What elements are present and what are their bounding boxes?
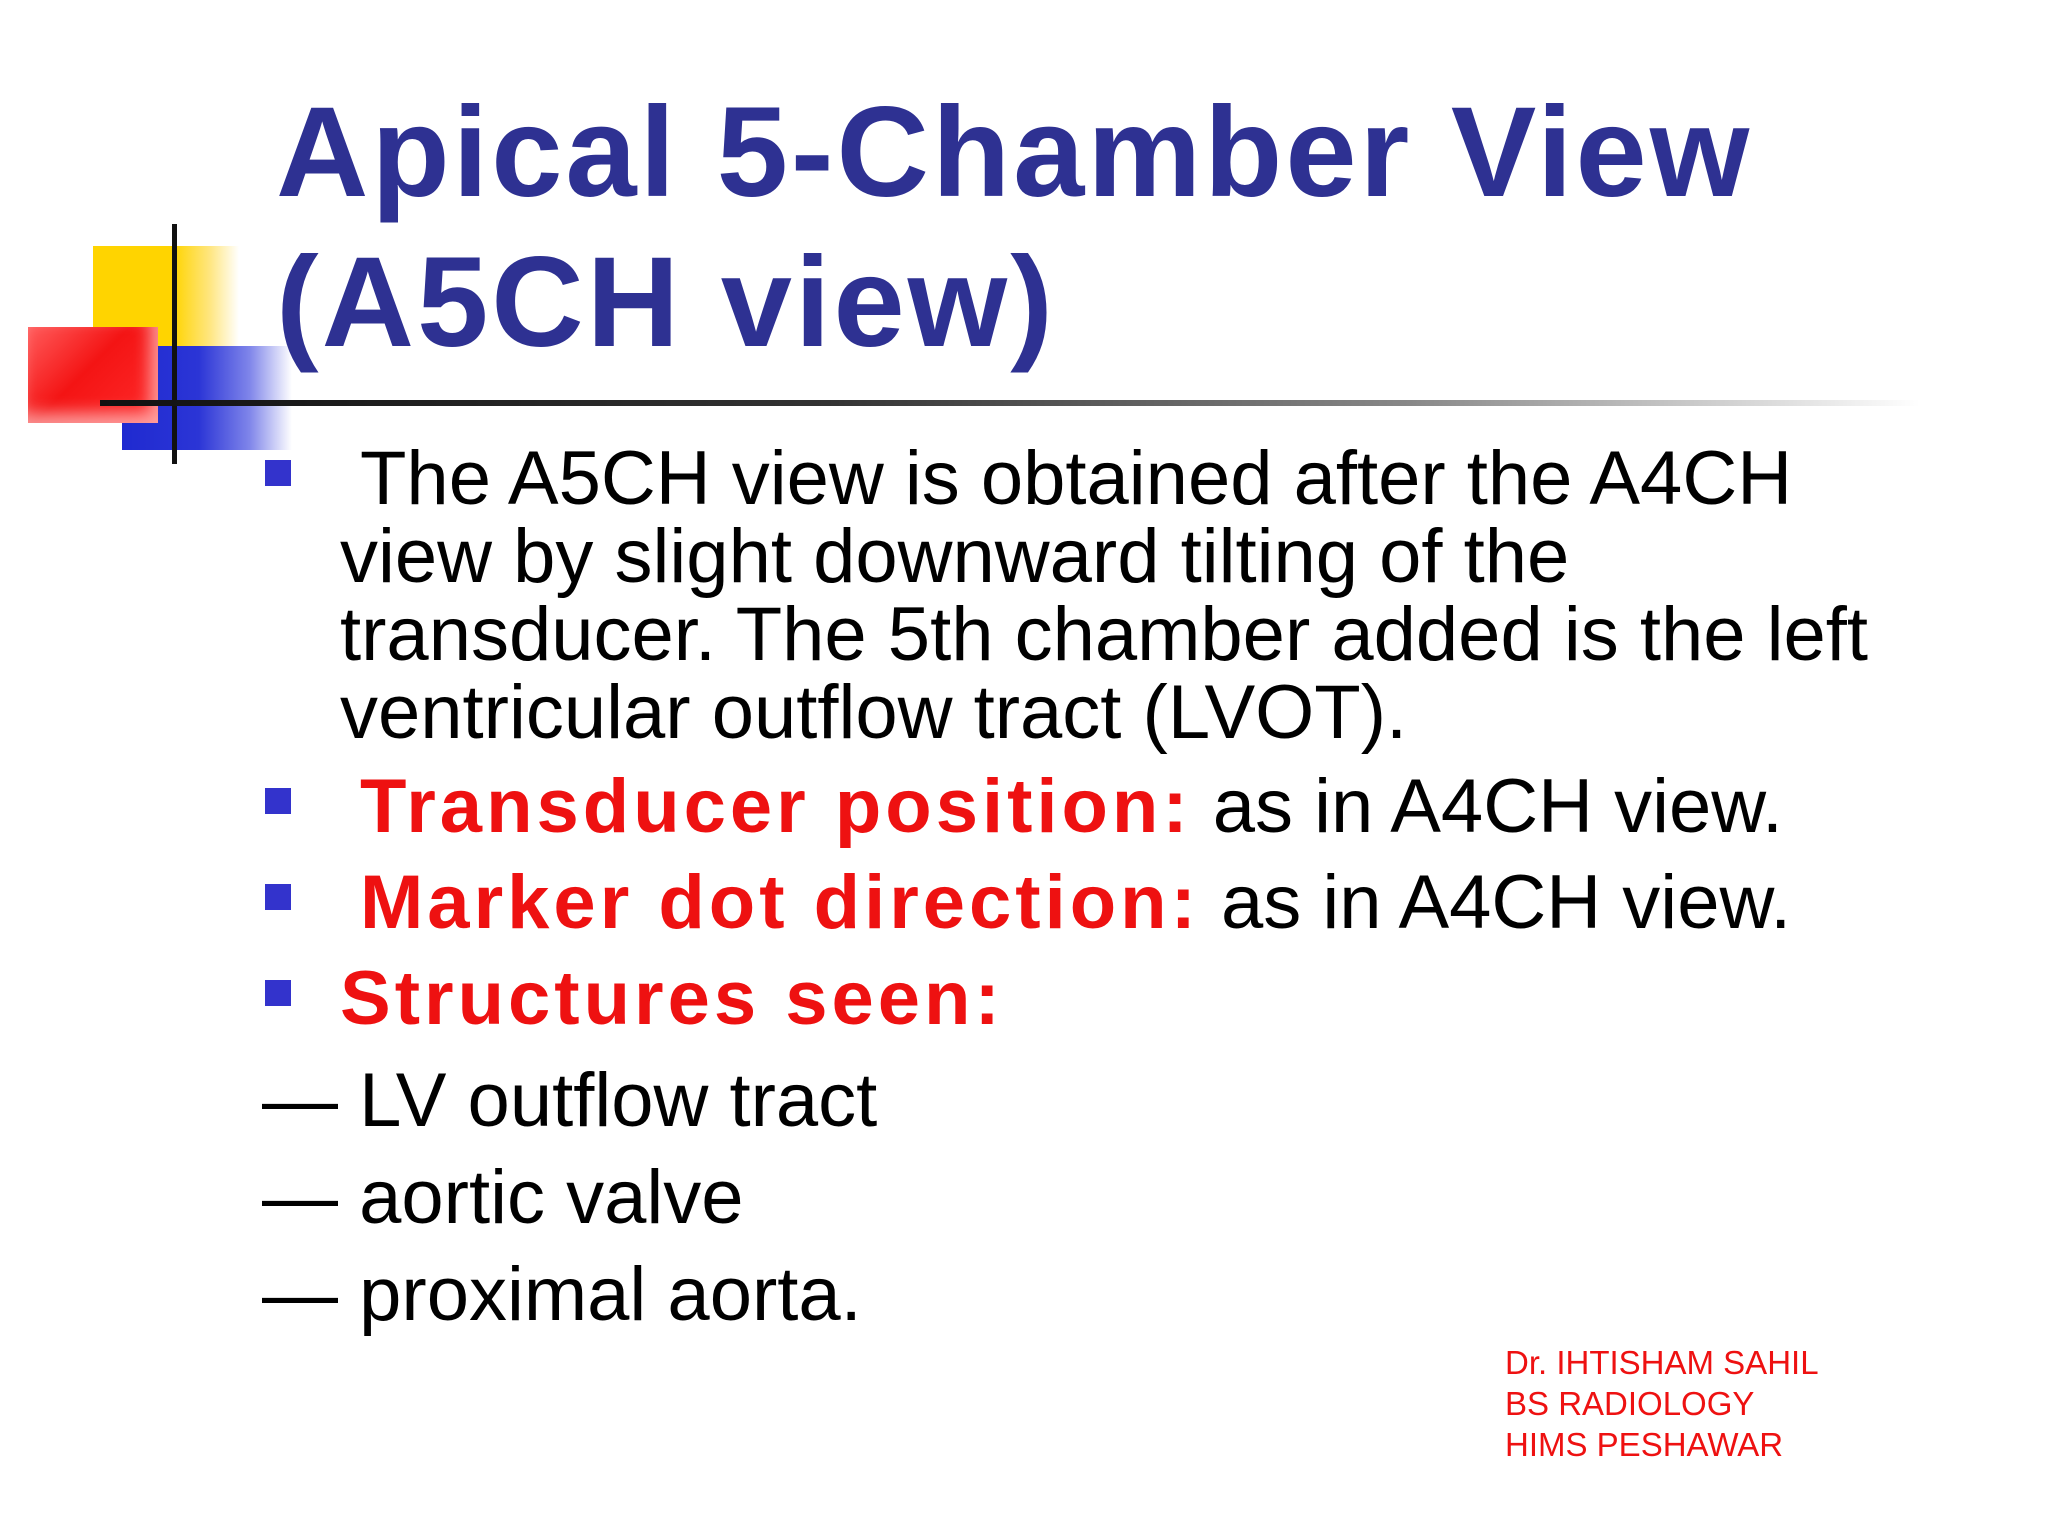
slide-title-line-1: Apical 5-Chamber View (276, 81, 1753, 224)
square-bullet-icon (265, 980, 291, 1006)
credit-name: Dr. IHTISHAM SAHIL (1505, 1344, 1819, 1381)
intro-line-3: transducer. The 5th chamber added is the left (340, 592, 1868, 677)
marker-dot-direction-label: Marker dot direction: (360, 860, 1200, 945)
structure-item-proximal-aorta: — proximal aorta. (262, 1252, 862, 1337)
slide-title-line-2: (A5CH view) (276, 231, 1056, 374)
square-bullet-icon (265, 788, 291, 814)
credit-degree: BS RADIOLOGY (1505, 1385, 1755, 1422)
bullet-item-structures-seen (265, 956, 2005, 1041)
bullet-item-transducer-position (265, 764, 2005, 849)
title-divider-line (100, 400, 1920, 406)
intro-line-1: The A5CH view is obtained after the A4CH (360, 436, 1793, 521)
marker-dot-direction-value: as in A4CH view. (1199, 860, 1792, 945)
square-bullet-icon (265, 884, 291, 910)
bullet-item-intro (265, 436, 2005, 755)
bullet-item-marker-dot-direction (265, 860, 2005, 945)
intro-line-4: ventricular outflow tract (LVOT). (340, 670, 1408, 755)
credit-institution: HIMS PESHAWAR (1505, 1426, 1784, 1463)
structures-list (262, 1052, 877, 1343)
square-bullet-icon (265, 460, 291, 486)
transducer-position-label: Transducer position: (360, 764, 1192, 849)
intro-line-2: view by slight downward tilting of the (340, 514, 1570, 599)
transducer-position-value: as in A4CH view. (1191, 764, 1784, 849)
structure-item-lv-outflow-tract: — LV outflow tract (262, 1058, 878, 1143)
author-credit (1505, 1342, 1819, 1465)
decor-vertical-line (172, 224, 177, 464)
structure-item-aortic-valve: — aortic valve (262, 1155, 744, 1240)
structures-seen-label: Structures seen: (340, 956, 1004, 1041)
slide-title (276, 78, 1976, 378)
bullet-list (265, 436, 2005, 1041)
decor-red-square (28, 327, 158, 423)
